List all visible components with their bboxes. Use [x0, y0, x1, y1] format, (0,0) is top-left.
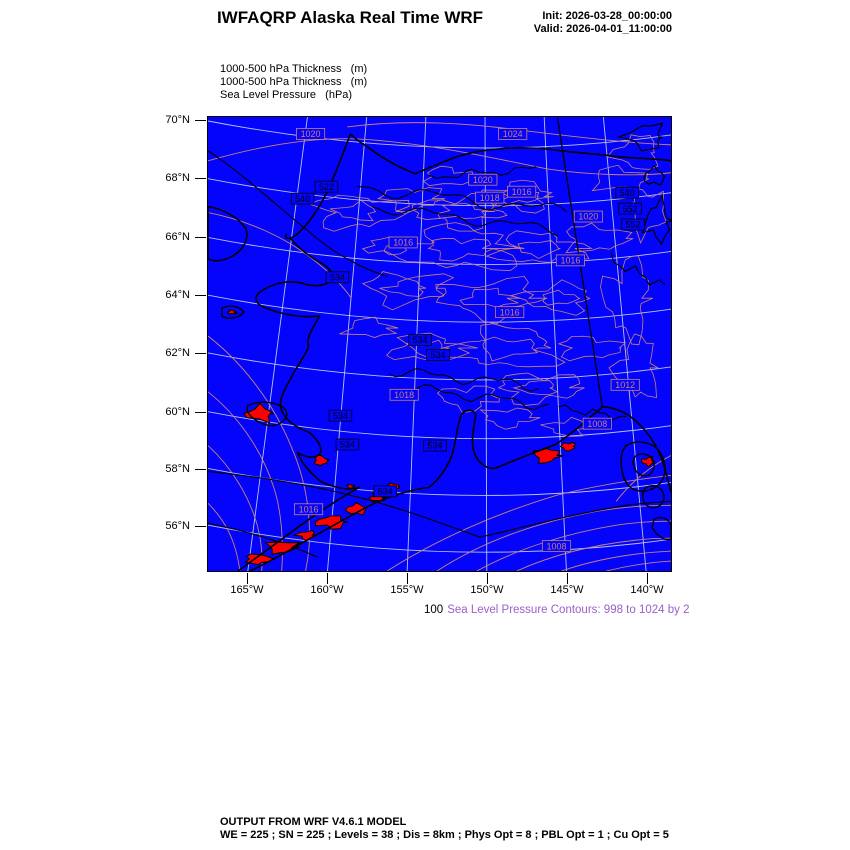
- lat-label: 68°N: [165, 172, 190, 184]
- svg-text:552: 552: [622, 203, 638, 214]
- lon-tick: [647, 573, 648, 584]
- caption-prefix: 100: [424, 604, 444, 616]
- lat-tick: [195, 412, 206, 413]
- lon-tick: [407, 573, 408, 584]
- legend-line-thickness-2: 1000-500 hPa Thickness (m): [220, 76, 368, 88]
- lat-tick: [195, 469, 206, 470]
- init-time: Init: 2026-03-28_00:00:00: [542, 10, 672, 22]
- lon-label: 165°W: [230, 584, 264, 596]
- lat-label: 58°N: [165, 463, 190, 475]
- map-canvas: [208, 117, 671, 571]
- svg-text:534: 534: [377, 486, 393, 497]
- caption-contour-range: Sea Level Pressure Contours: 998 to 1024 by 2: [447, 604, 690, 616]
- graticule-grid: [208, 117, 671, 571]
- svg-text:1016: 1016: [560, 255, 581, 266]
- terrain-shading: [228, 310, 655, 565]
- lon-tick: [567, 573, 568, 584]
- svg-text:1018: 1018: [479, 192, 500, 203]
- svg-text:1016: 1016: [511, 186, 532, 197]
- run-times: [534, 10, 672, 36]
- svg-text:1018: 1018: [394, 389, 415, 400]
- page-title: IWFAQRP Alaska Real Time WRF: [216, 8, 484, 27]
- lat-label: 62°N: [165, 347, 190, 359]
- svg-text:540: 540: [295, 193, 311, 204]
- lat-label: 66°N: [165, 231, 190, 243]
- lon-tick: [247, 573, 248, 584]
- footer-config-line: WE = 225 ; SN = 225 ; Levels = 38 ; Dis = 8km ; Phys Opt = 8 ; PBL Opt = 1 ; Cu Opt = 5: [220, 829, 669, 841]
- field-legend: [220, 63, 367, 102]
- svg-text:1012: 1012: [615, 380, 636, 391]
- svg-text:1020: 1020: [578, 211, 599, 222]
- lat-label: 64°N: [165, 289, 190, 301]
- lat-tick: [195, 353, 206, 354]
- lat-label: 56°N: [165, 520, 190, 532]
- lon-label: 140°W: [630, 584, 664, 596]
- lat-label: 60°N: [165, 406, 190, 418]
- svg-text:534: 534: [339, 439, 355, 450]
- svg-text:534: 534: [427, 440, 443, 451]
- footer-model-line: OUTPUT FROM WRF V4.6.1 MODEL: [220, 816, 407, 828]
- lat-tick: [195, 526, 206, 527]
- lon-label: 155°W: [390, 584, 424, 596]
- svg-text:1020: 1020: [472, 174, 493, 185]
- lon-label: 160°W: [310, 584, 344, 596]
- svg-text:1016: 1016: [298, 504, 319, 515]
- legend-line-thickness-1: 1000-500 hPa Thickness (m): [220, 63, 368, 75]
- lat-tick: [195, 237, 206, 238]
- svg-text:1008: 1008: [546, 541, 567, 552]
- lat-label: 70°N: [165, 114, 190, 126]
- svg-text:534: 534: [329, 272, 345, 283]
- svg-text:540: 540: [619, 187, 635, 198]
- svg-text:1016: 1016: [393, 237, 414, 248]
- lat-tick: [195, 178, 206, 179]
- svg-text:534: 534: [412, 335, 428, 346]
- svg-text:534: 534: [332, 410, 348, 421]
- valid-time: Valid: 2026-04-01_11:00:00: [533, 23, 672, 35]
- svg-text:1024: 1024: [502, 129, 523, 140]
- alaska-weather-map: [207, 116, 672, 572]
- lon-label: 145°W: [550, 584, 584, 596]
- svg-text:1008: 1008: [587, 418, 608, 429]
- svg-text:1016: 1016: [499, 307, 520, 318]
- lat-tick: [195, 295, 206, 296]
- lon-tick: [327, 573, 328, 584]
- svg-text:534: 534: [430, 350, 446, 361]
- svg-text:552: 552: [625, 219, 641, 230]
- lon-label: 150°W: [470, 584, 504, 596]
- svg-text:522: 522: [319, 181, 334, 192]
- map-caption: [424, 604, 689, 616]
- legend-line-slp: Sea Level Pressure (hPa): [220, 89, 353, 101]
- lon-tick: [487, 573, 488, 584]
- svg-text:1020: 1020: [300, 129, 321, 140]
- lat-tick: [195, 120, 206, 121]
- model-info-footer: [220, 816, 669, 842]
